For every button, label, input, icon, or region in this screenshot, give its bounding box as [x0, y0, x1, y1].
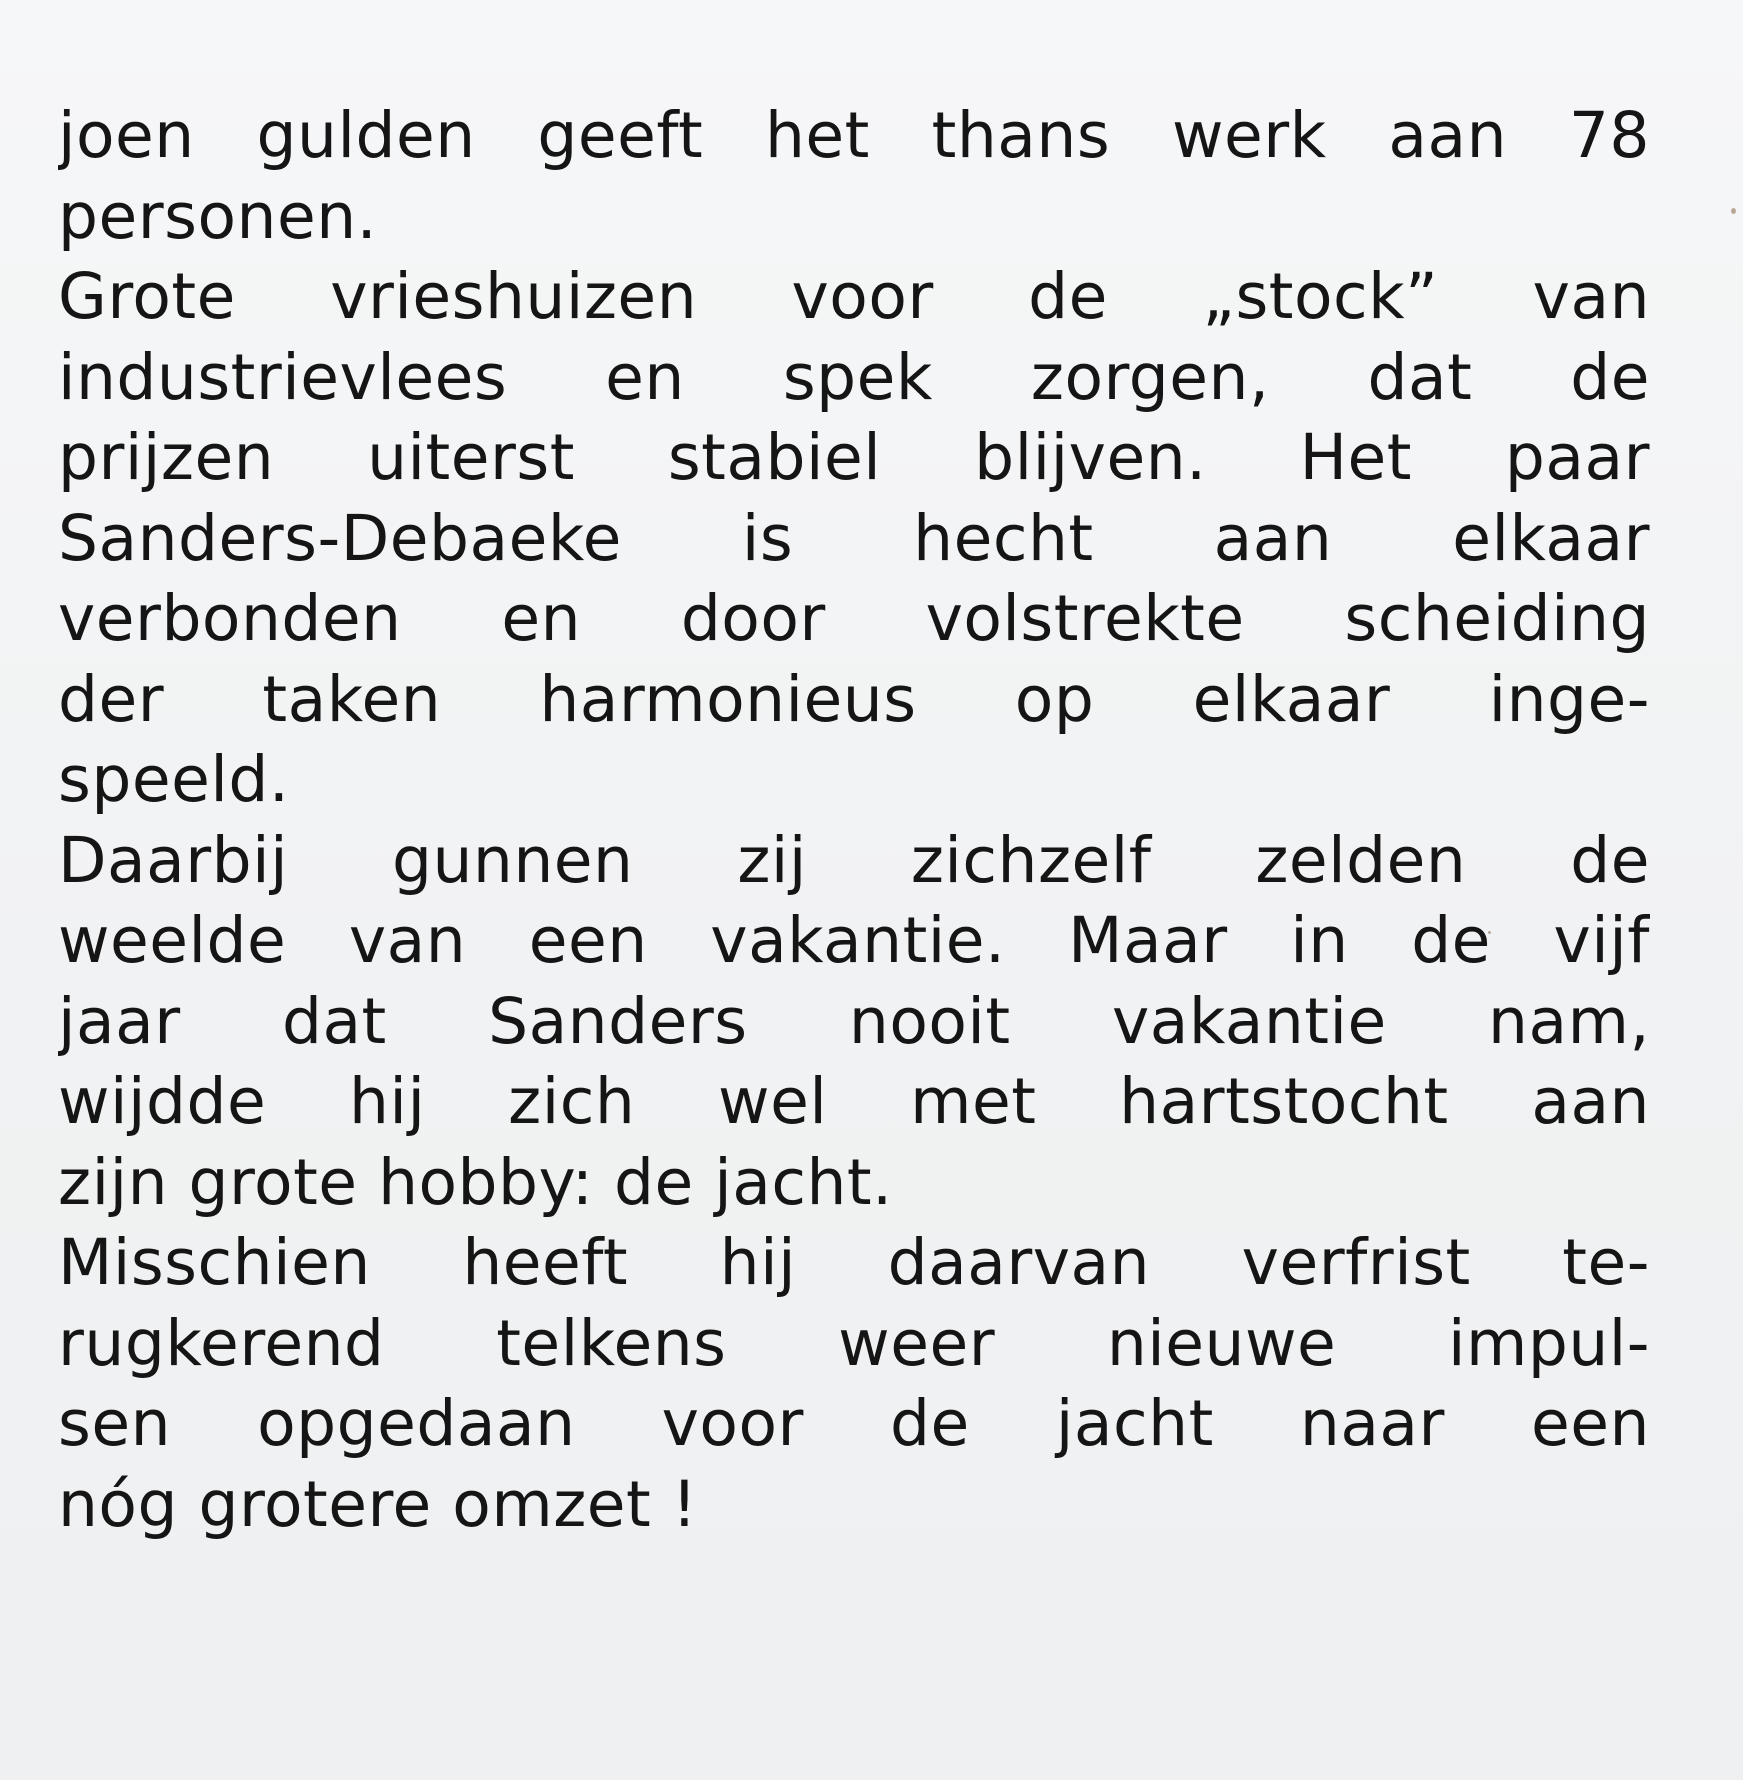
paper-speck [1731, 208, 1736, 214]
text-line: jaar dat Sanders nooit vakantie nam, [58, 984, 1650, 1058]
text-line: Grote vrieshuizen voor de „stock” van [58, 260, 1650, 333]
text-line: der taken harmonieus op elkaar inge- [58, 662, 1650, 736]
text-line: zijn grote hobby: de jacht. [58, 1145, 893, 1219]
text-line: verbonden en door volstrekte scheiding [58, 582, 1650, 655]
text-line: rugkerend telkens weer nieuwe impul- [58, 1306, 1650, 1380]
text-line: personen. [58, 179, 378, 253]
text-line: wijdde hij zich wel met hartstocht aan [58, 1065, 1650, 1138]
text-line: joen gulden geeft het thans werk aan 78 [58, 99, 1650, 172]
text-line: Sanders-Debaeke is hecht aan elkaar [58, 501, 1650, 575]
text-line: Misschien heeft hij daarvan verfrist te- [58, 1226, 1650, 1299]
text-line: sen opgedaan voor de jacht naar een [58, 1387, 1650, 1460]
text-line: industrievlees en spek zorgen, dat de [58, 340, 1650, 414]
article-text [58, 96, 1650, 1545]
text-line: prijzen uiterst stabiel blijven. Het paar [58, 421, 1650, 494]
text-line: weelde van een vakantie. Maar in de vijf [58, 904, 1650, 977]
text-line: nóg grotere omzet ! [58, 1467, 698, 1541]
text-line: Daarbij gunnen zij zichzelf zelden de [58, 823, 1650, 897]
text-line: speeld. [58, 743, 290, 816]
